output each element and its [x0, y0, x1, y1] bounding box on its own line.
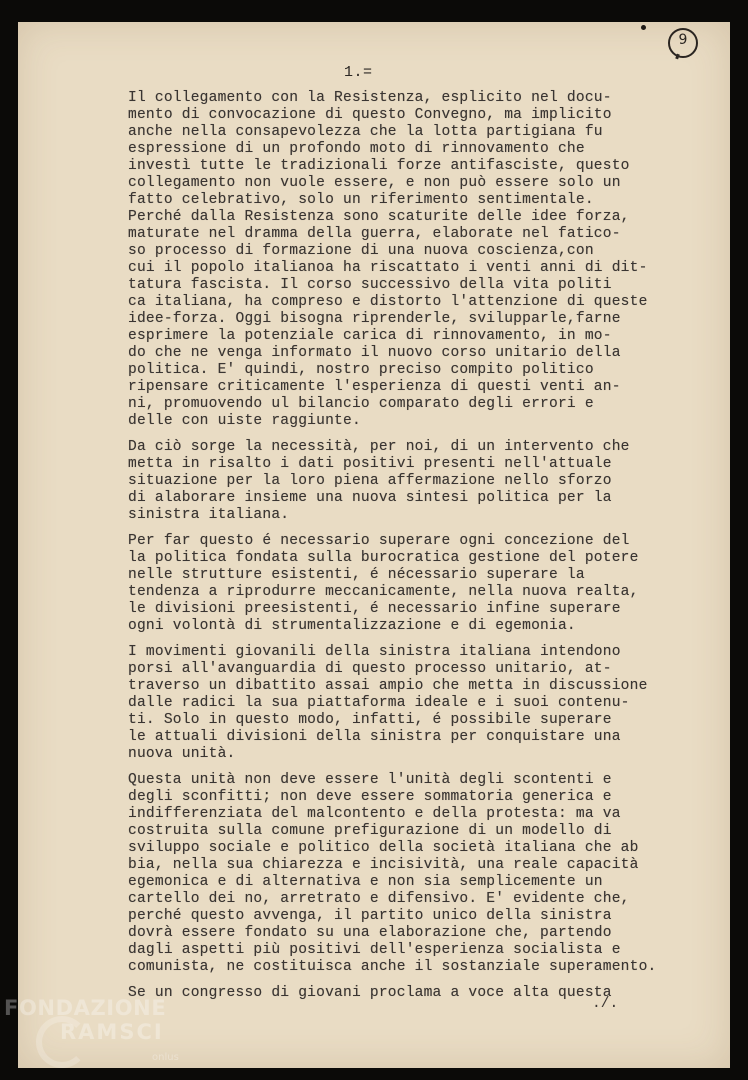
watermark-line-2: RAMSCI	[60, 1020, 164, 1044]
text-line: anche nella consapevolezza che la lotta partigiana fu	[128, 124, 603, 140]
text-line: I movimenti giovanili della sinistra italiana intendono	[128, 644, 621, 660]
watermark-line-1: FONDAZIONE	[4, 996, 167, 1020]
text-line: le attuali divisioni della sinistra per conquistare una	[128, 729, 621, 745]
text-line: sviluppo sociale e politico della società italiana che ab	[128, 840, 639, 856]
text-line: collegamento non vuole essere, e non può essere solo un	[128, 175, 621, 191]
text-line: Il collegamento con la Resistenza, esplicito nel docu-	[128, 90, 612, 106]
document-body	[128, 90, 657, 1011]
text-line: la politica fondata sulla burocratica gestione del potere	[128, 550, 639, 566]
paragraph	[128, 90, 648, 430]
paragraph	[128, 439, 648, 524]
text-line: dagli aspetti più positivi dell'esperienza socialista e	[128, 942, 621, 958]
text-line: idee-forza. Oggi bisogna riprenderle, svilupparle,farne	[128, 311, 621, 327]
text-line: comunista, ne costituisca anche il sostanziale superamento.	[128, 959, 657, 975]
text-line: cartello dei no, arretrato e difensivo. E' evidente che,	[128, 891, 630, 907]
text-line: tendenza a riprodurre meccanicamente, nella nuova realta,	[128, 584, 639, 600]
text-line: investì tutte le tradizionali forze antifasciste, questo	[128, 158, 630, 174]
text-line: Questa unità non deve essere l'unità degli scontenti e	[128, 772, 612, 788]
text-line: degli sconfitti; non deve essere sommatoria generica e	[128, 789, 612, 805]
text-line: dovrà essere fondato su una elaborazione che, partendo	[128, 925, 612, 941]
text-line: le divisioni preesistenti, é necessario infine superare	[128, 601, 621, 617]
text-line: Se un congresso di giovani proclama a voce alta questa	[128, 985, 612, 1001]
text-line: sinistra italiana.	[128, 507, 290, 523]
ink-dot	[641, 25, 646, 30]
text-line: perché questo avvenga, il partito unico della sinistra	[128, 908, 612, 924]
text-line: ripensare criticamente l'esperienza di questi venti an-	[128, 379, 621, 395]
continuation-mark: ./.	[592, 996, 619, 1012]
text-line: egemonica e di alternativa e non sia semplicemente un	[128, 874, 603, 890]
text-line: dalle radici la sua piattaforma ideale e i suoi contenu-	[128, 695, 630, 711]
text-line: espressione di un profondo moto di rinnovamento che	[128, 141, 585, 157]
text-line: Per far questo é necessario superare ogni concezione del	[128, 533, 630, 549]
archive-number: 9	[678, 32, 688, 48]
text-line: do che ne venga informato il nuovo corso unitario della	[128, 345, 621, 361]
paragraph	[128, 985, 648, 1002]
text-line: esprimere la potenziale carica di rinnovamento, in mo-	[128, 328, 612, 344]
text-line: Perché dalla Resistenza sono scaturite delle idee forza,	[128, 209, 630, 225]
text-line: nuova unità.	[128, 746, 236, 762]
text-line: traverso un dibattito assai ampio che metta in discussione	[128, 678, 648, 694]
text-line: tatura fascista. Il corso successivo della vita politi	[128, 277, 612, 293]
text-line: indifferenziata del malcontento e della protesta: ma va	[128, 806, 621, 822]
watermark-logo-icon	[36, 1016, 88, 1068]
text-line: maturate nel dramma della guerra, elaborate nel fatico-	[128, 226, 621, 242]
text-line: ni, promuovendo ul bilancio comparato degli errori e	[128, 396, 594, 412]
text-line: politica. E' quindi, nostro preciso compito politico	[128, 362, 594, 378]
text-line: bia, nella sua chiarezza e incisività, una reale capacità	[128, 857, 639, 873]
paragraph	[128, 772, 657, 976]
text-line: ti. Solo in questo modo, infatti, é possibile superare	[128, 712, 612, 728]
fondazione-gramsci-watermark	[4, 996, 194, 1063]
text-line: porsi all'avanguardia di questo processo unitario, at-	[128, 661, 612, 677]
text-line: ogni volontà di strumentalizzazione e di egemonia.	[128, 618, 576, 634]
text-line: mento di convocazione di questo Convegno, ma implicito	[128, 107, 612, 123]
text-line: nelle strutture esistenti, é nécessario superare la	[128, 567, 585, 583]
text-line: situazione per la loro piena affermazione nello sforzo	[128, 473, 612, 489]
page-number: 1.=	[344, 64, 373, 81]
text-line: costruita sulla comune prefigurazione di un modello di	[128, 823, 612, 839]
text-line: ca italiana, ha compreso e distorto l'attenzione di queste	[128, 294, 648, 310]
text-line: cui il popolo italianoa ha riscattato i venti anni di dit-	[128, 260, 648, 276]
text-line: fatto celebrativo, solo un riferimento sentimentale.	[128, 192, 594, 208]
watermark-onlus: onlus	[152, 1052, 179, 1063]
text-line: Da ciò sorge la necessità, per noi, di un intervento che	[128, 439, 630, 455]
text-line: metta in risalto i dati positivi presenti nell'attuale	[128, 456, 612, 472]
text-line: so processo di formazione di una nuova coscienza,con	[128, 243, 594, 259]
paragraph	[128, 533, 648, 635]
text-line: di alaborare insieme una nuova sintesi politica per la	[128, 490, 612, 506]
text-line: delle con uiste raggiunte.	[128, 413, 361, 429]
archive-number-circle	[668, 28, 698, 58]
paragraph	[128, 644, 648, 763]
